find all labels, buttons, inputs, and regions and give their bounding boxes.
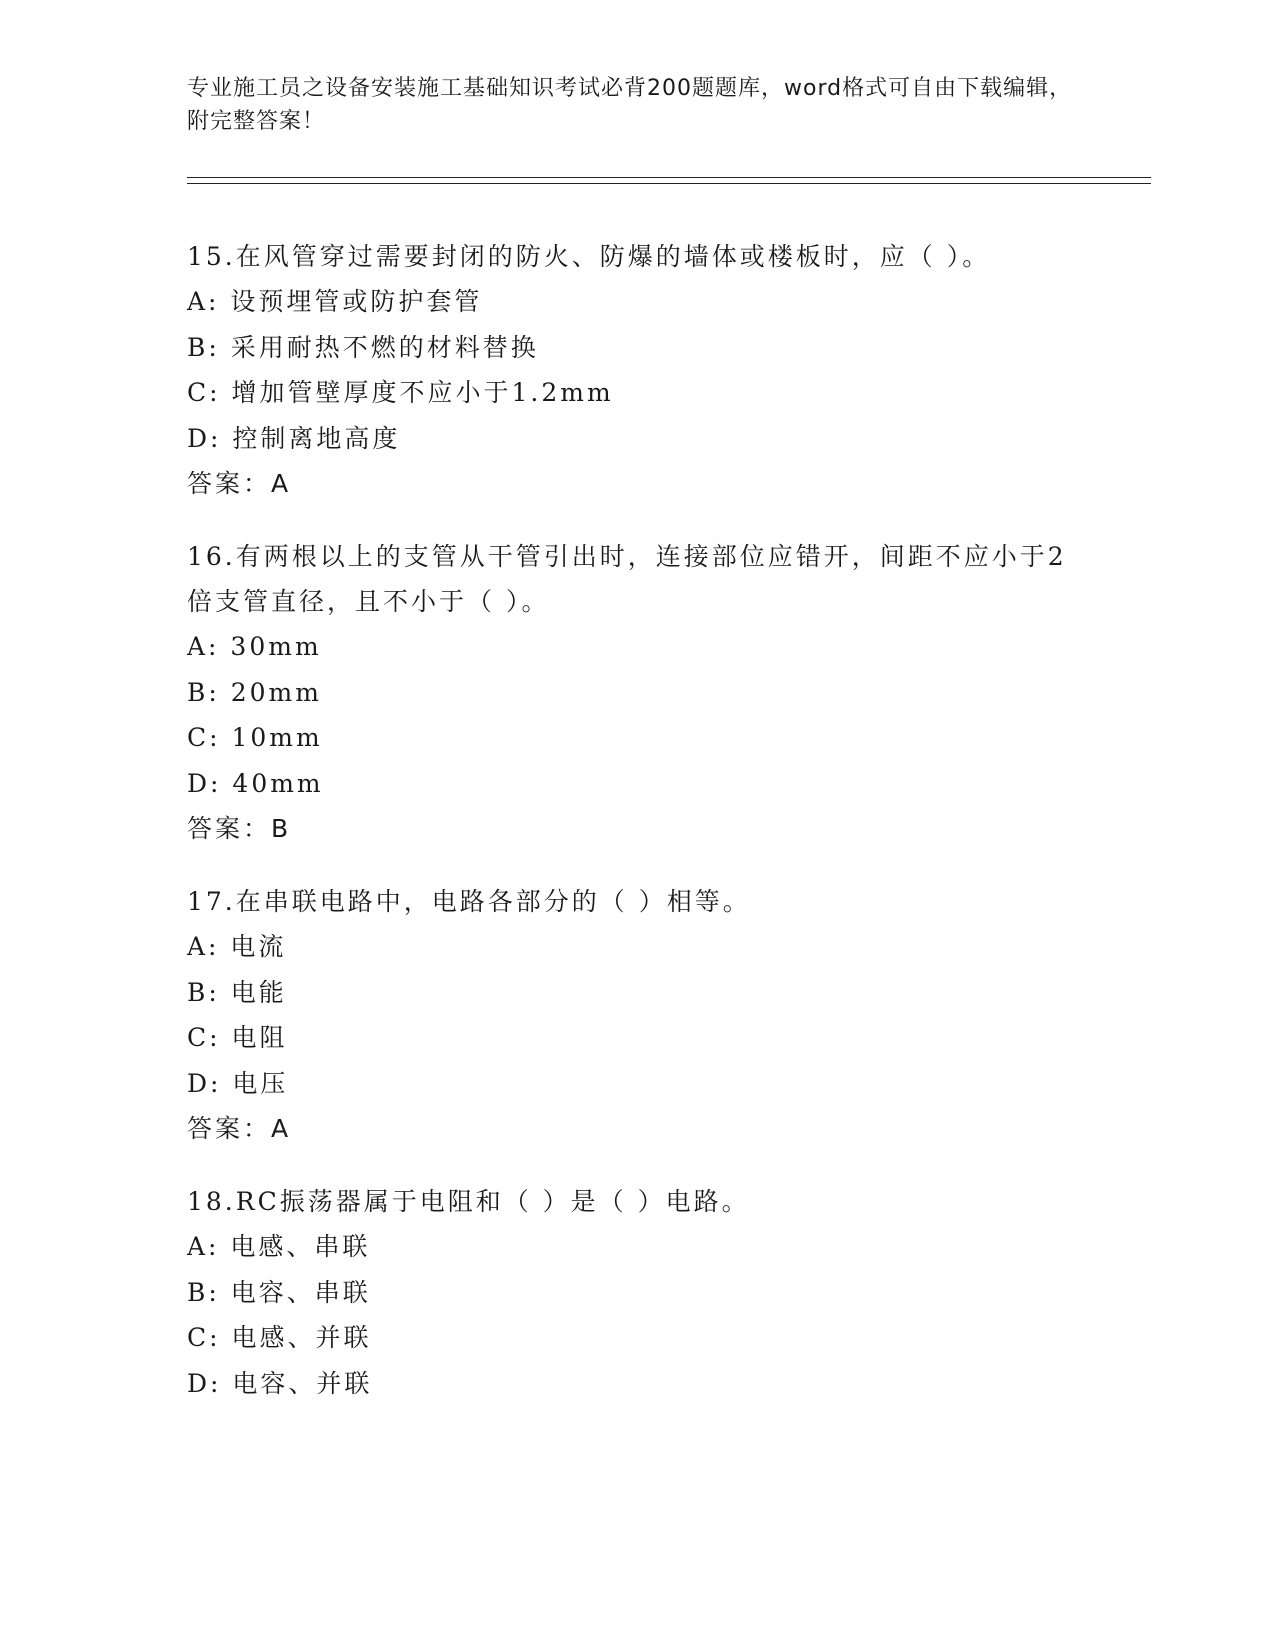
option-d: D: 40mm bbox=[187, 768, 324, 798]
answer-label: 答案：A bbox=[187, 469, 292, 498]
option-d: D: 控制离地高度 bbox=[187, 423, 401, 453]
option-c: C: 10mm bbox=[187, 723, 323, 752]
question-text: 17.在串联电路中，电路各部分的（ ）相等。 bbox=[187, 887, 751, 916]
option-c: C: 电感、并联 bbox=[187, 1323, 372, 1352]
question-17 bbox=[187, 879, 1087, 1151]
document-title: 专业施工员之设备安装施工基础知识考试必背200题题库，word格式可自由下载编辑，附完整答案！ bbox=[187, 76, 1073, 134]
answer-label: 答案：B bbox=[187, 814, 292, 843]
question-text: 15.在风管穿过需要封闭的防火、防爆的墙体或楼板时，应（ ）。 bbox=[187, 242, 991, 271]
question-18 bbox=[187, 1179, 1087, 1406]
question-text: 18.RC振荡器属于电阻和（ ）是（ ）电路。 bbox=[187, 1187, 750, 1216]
answer-label: 答案：A bbox=[187, 1114, 292, 1143]
option-a: A: 设预埋管或防护套管 bbox=[187, 287, 483, 316]
question-15 bbox=[187, 234, 1087, 506]
option-c: C: 增加管壁厚度不应小于1.2mm bbox=[187, 378, 614, 407]
header-divider bbox=[187, 177, 1151, 184]
option-b: B: 电能 bbox=[187, 977, 287, 1007]
question-list bbox=[187, 234, 1087, 1434]
option-a: A: 电流 bbox=[187, 932, 287, 961]
question-16 bbox=[187, 534, 1087, 851]
option-a: A: 电感、串联 bbox=[187, 1232, 371, 1261]
question-text: 16.有两根以上的支管从干管引出时，连接部位应错开，间距不应小于2倍支管直径，且不小于（ ）。 bbox=[187, 542, 1067, 616]
option-b: B: 电容、串联 bbox=[187, 1277, 371, 1307]
option-b: B: 采用耐热不燃的材料替换 bbox=[187, 332, 539, 362]
option-b: B: 20mm bbox=[187, 677, 322, 707]
option-d: D: 电容、并联 bbox=[187, 1368, 373, 1398]
option-d: D: 电压 bbox=[187, 1068, 289, 1098]
option-a: A: 30mm bbox=[187, 632, 322, 661]
option-c: C: 电阻 bbox=[187, 1023, 288, 1052]
